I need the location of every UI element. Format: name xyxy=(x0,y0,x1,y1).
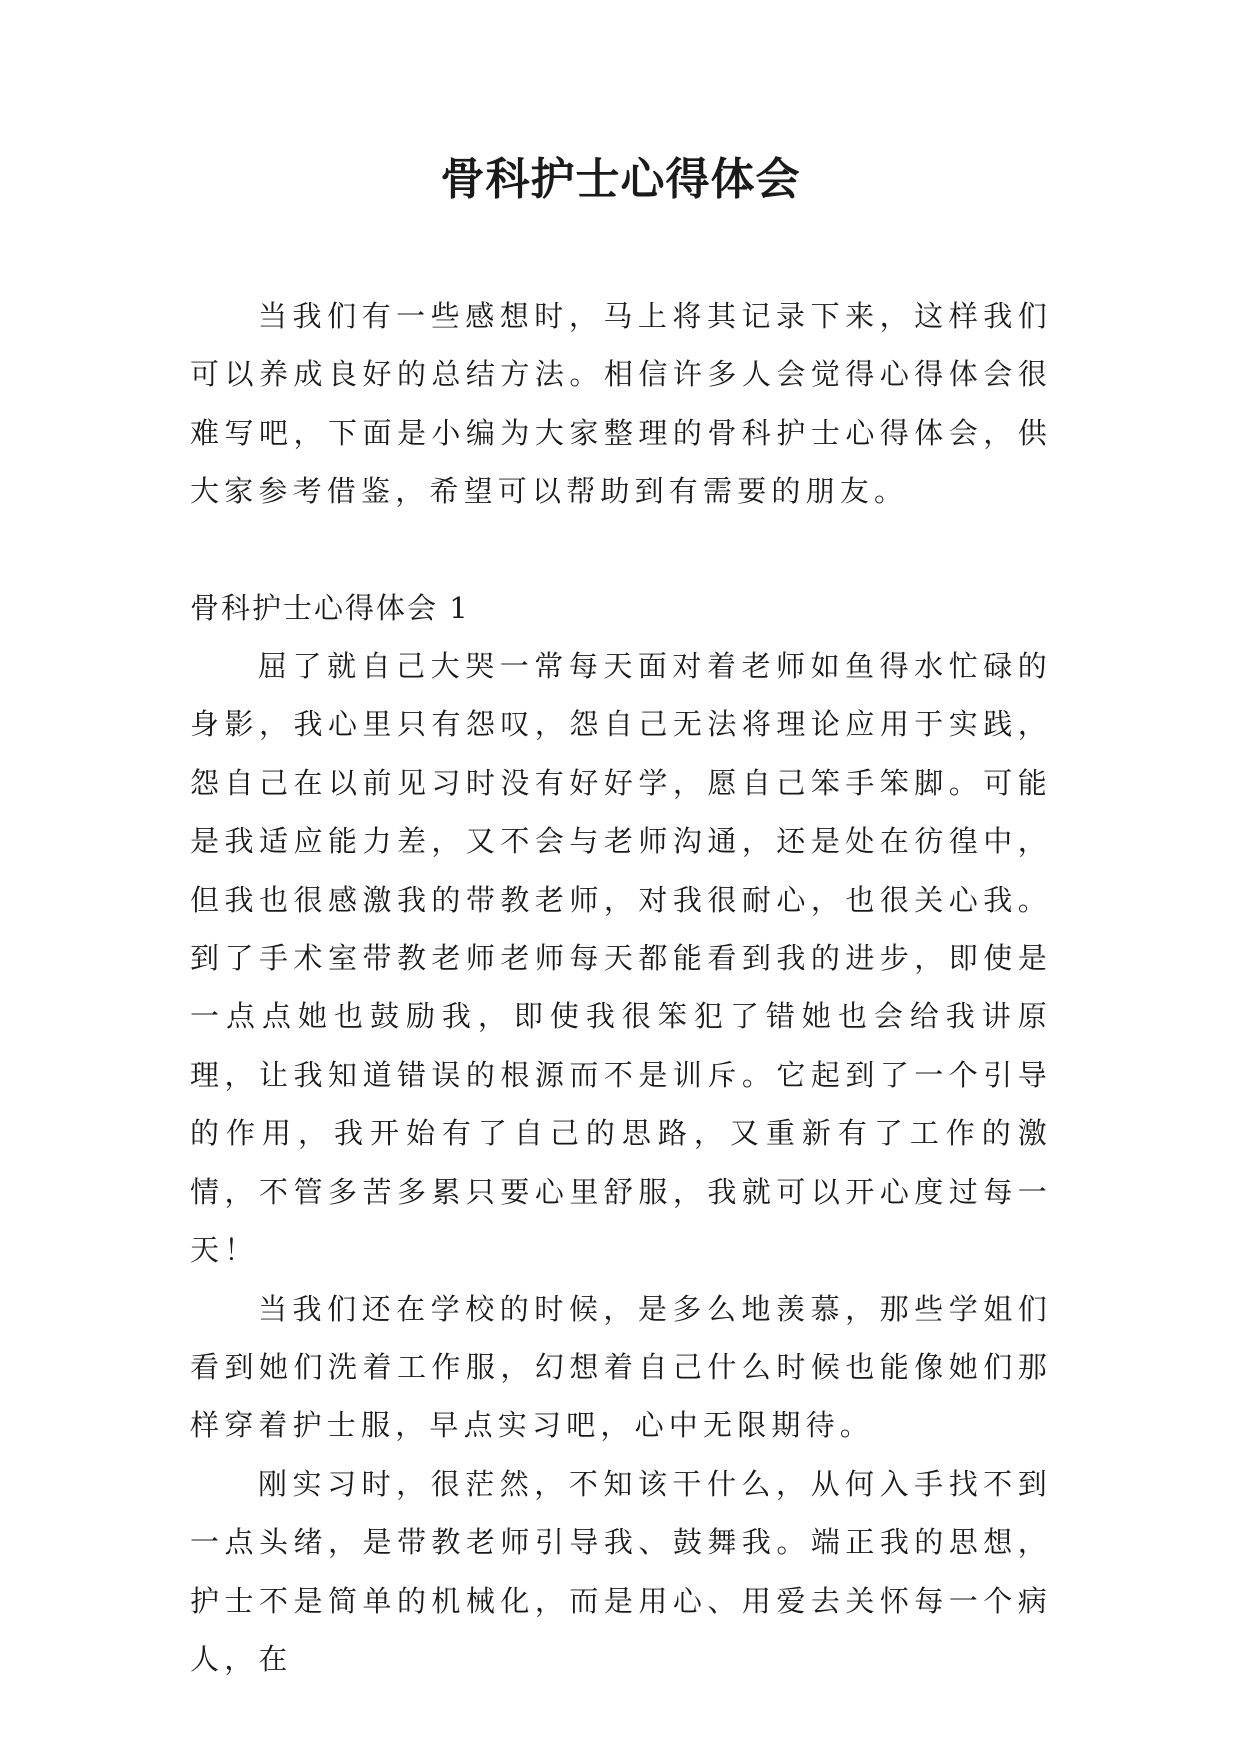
body-paragraph-3: 刚实习时，很茫然，不知该干什么，从何入手找不到一点头绪，是带教老师引导我、鼓舞我。端正我的思想，护士不是简单的机械化，而是用心、用爱去关怀每一个病人，在 xyxy=(190,1466,1052,1676)
body-paragraph-2: 当我们还在学校的时候，是多么地羡慕，那些学姐们看到她们洗着工作服，幻想着自己什么时候也能像她们那样穿着护士服，早点实习吧，心中无限期待。 xyxy=(190,1291,1052,1443)
body-paragraph-1: 屈了就自己大哭一常每天面对着老师如鱼得水忙碌的身影，我心里只有怨叹，怨自己无法将理论应用于实践，怨自己在以前见习时没有好好学，愿自己笨手笨脚。可能是我适应能力差，又不会与老师沟通，还是处在彷徨中，但我也很感激我的带教老师，对我很耐心，也很关心我。到了手术室带教老师老师每天都能看到我的进步，即使是一点点她也鼓励我，即使我很笨犯了错她也会给我讲原理，让我知道错误的根源而不是训斥。它起到了一个引导的作用，我开始有了自己的思路，又重新有了工作的激情，不管多苦多累只要心里舒服，我就可以开心度过每一天！ xyxy=(190,649,1052,1268)
intro-paragraph: 当我们有一些感想时，马上将其记录下来，这样我们可以养成良好的总结方法。相信许多人会觉得心得体会很难写吧，下面是小编为大家整理的骨科护士心得体会，供大家参考借鉴，希望可以帮助到有需要的朋友。 xyxy=(190,299,1052,509)
document-body xyxy=(190,287,1052,1688)
section-heading: 骨科护士心得体会 1 xyxy=(190,590,470,625)
document-title: 骨科护士心得体会 xyxy=(440,154,801,205)
